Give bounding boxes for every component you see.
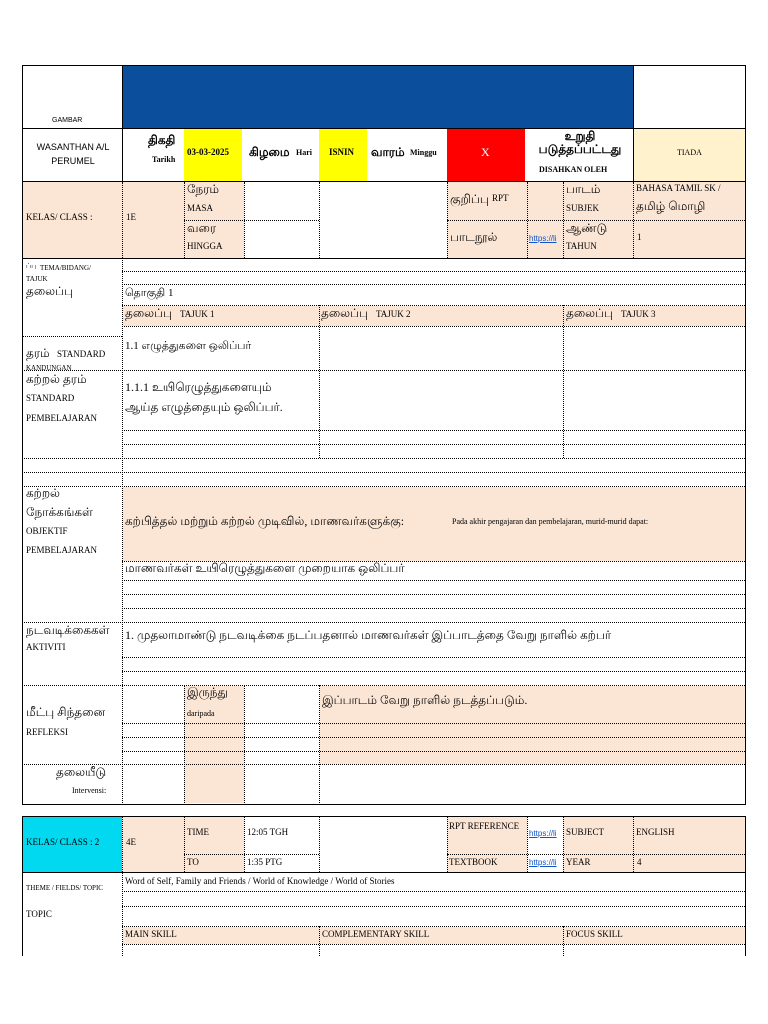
date-ta: திகதி [148, 133, 176, 147]
textbook-link[interactable]: https://li [529, 235, 557, 243]
time-ta: நேரம் [187, 182, 220, 196]
to-ta: வரை [187, 221, 217, 235]
verified-label: DISAHKAN OLEH [539, 165, 608, 174]
objective-ta-2: நோக்கங்கள் [26, 505, 93, 519]
objective-label-2: PEMBELAJARAN [26, 545, 98, 555]
class-value: 1E [126, 212, 136, 222]
tajuk-2-ta: தலைப்பு [321, 306, 368, 320]
standard-value: 1.1 எழுத்துகளை ஒலிப்பர் [125, 340, 252, 352]
learning-label: STANDARD [26, 393, 75, 403]
standard-label: STANDARD [57, 349, 106, 359]
subject-value-ta: தமிழ் மொழி [636, 199, 706, 213]
day-value: ISNIN [329, 147, 355, 157]
activity-value: 1. முதலாமாண்டு நடவடிக்கை நடப்பதனால் மாணவர்கள் இப்பாடத்தை வேறு நாளில் கற்பர் [125, 628, 612, 642]
textbook-2-label: TEXTBOOK [449, 857, 498, 867]
verified-ta: உறுதி படுத்தப்பட்டது [538, 129, 622, 157]
year-value: 1 [637, 232, 642, 242]
skill-row [123, 927, 745, 944]
subject-2-label: SUBJECT [566, 827, 605, 837]
theme-2-label: THEME / FIELDS/ TOPIC [26, 884, 103, 892]
verified-value: TIADA [677, 148, 702, 157]
learning-ta: கற்றல் தரம் [26, 372, 87, 386]
gambar-label: GAMBAR [52, 117, 83, 124]
time-2-value: 12:05 TGH [247, 827, 289, 837]
activity-label: AKTIVITI [26, 642, 66, 652]
reflection-ta: மீட்பு சிந்தனை [26, 705, 106, 719]
from-ta: இருந்து [187, 685, 228, 699]
activity-ta: நடவடிக்கைகள் [26, 623, 110, 637]
class-2-value: 4E [126, 837, 136, 847]
complementary-skill: COMPLEMENTARY SKILL [322, 929, 430, 939]
class-label: KELAS/ CLASS : [26, 212, 93, 222]
focus-skill: FOCUS SKILL [566, 929, 623, 939]
rpt-label: RPT [492, 193, 509, 203]
objective-ta-1: கற்றல் [26, 486, 60, 500]
week-value: X [481, 145, 490, 159]
year-2-label: YEAR [566, 857, 591, 867]
to-2-value: 1:35 PTG [247, 857, 283, 867]
date-value: 03-03-2025 [187, 147, 229, 157]
tajuk-2: TAJUK 2 [376, 309, 411, 319]
teacher-name: WASANTHAN A/L PERUMEL [36, 142, 110, 166]
objective-intro-ms: Pada akhir pengajaran dan pembelajaran, murid-murid dapat: [452, 517, 649, 526]
topic-value: தொகுதி 1 [125, 287, 174, 299]
theme-label: TEMA/BIDANG/ [40, 264, 91, 272]
textbook-ta: பாடநூல் [450, 230, 498, 244]
learning-label-2: PEMBELAJARAN [26, 413, 98, 423]
year-label: TAHUN [566, 241, 597, 251]
from-label: daripada [187, 709, 215, 718]
reflection-value: இப்பாடம் வேறு நாளில் நடத்தப்படும். [322, 693, 528, 707]
rpt-2-label: RPT REFERENCE [449, 821, 520, 831]
objective-value: மாணவர்கள் உயிரெழுத்துகளை முறையாக ஒலிப்பர் [125, 561, 405, 575]
subject-ta: பாடம் [566, 182, 601, 196]
learning-value-2: ஆய்த எழுத்தையும் ஒலிப்பர். [125, 400, 283, 414]
tajuk-1-ta: தலைப்பு [125, 306, 172, 320]
class-2-label: KELAS/ CLASS : 2 [26, 837, 100, 847]
objective-intro-ta: கற்பித்தல் மற்றும் கற்றல் முடிவில், மாணவர்களுக்கு: [125, 514, 405, 528]
textbook-2-link[interactable]: https://li [529, 859, 557, 867]
tajuk-3: TAJUK 3 [621, 309, 656, 319]
subject-2-value: ENGLISH [636, 827, 675, 837]
day-label: Hari [296, 148, 312, 157]
header-banner [122, 66, 633, 128]
topic-ta: தலைப்பு [26, 284, 73, 298]
objective-label: OBJEKTIF [26, 526, 68, 536]
date-label: Tarikh [152, 155, 176, 164]
year-2-value: 4 [637, 857, 642, 867]
year-ta: ஆண்டு [566, 221, 608, 235]
week-ta: வாரம் [371, 145, 405, 159]
intervention-label: Intervensi: [72, 786, 107, 795]
rpt-ta: குறிப்பு [450, 192, 489, 206]
subject-value-en: BAHASA TAMIL SK / [636, 183, 721, 193]
tajuk-3-ta: தலைப்பு [566, 306, 613, 320]
theme-2-value: Word of Self, Family and Friends / World of Knowledge / World of Stories [125, 876, 395, 886]
theme-ta: ப்பு [26, 262, 37, 270]
standard-label-2: KANDUNGAN [26, 365, 72, 371]
day-ta: கிழமை [249, 145, 290, 159]
rpt-2-link[interactable]: https://li [529, 830, 557, 838]
topic-2-label: TOPIC [26, 909, 52, 919]
reflection-label: REFLEKSI [26, 727, 69, 737]
main-skill: MAIN SKILL [125, 929, 177, 939]
week-label: Minggu [410, 148, 437, 157]
to-2-label: TO [187, 857, 199, 867]
standard-ta: தரம் [26, 346, 50, 360]
learning-value-1: 1.1.1 உயிரெழுத்துகளையும் [125, 380, 272, 394]
subject-label: SUBJEK [566, 203, 600, 213]
time-label: MASA [187, 203, 214, 213]
intervention-ta: தலையீடு [56, 765, 107, 779]
time-2-label: TIME [187, 827, 209, 837]
theme-label-2: TAJUK [26, 275, 48, 283]
to-label: HINGGA [187, 241, 223, 251]
tajuk-1: TAJUK 1 [180, 309, 215, 319]
